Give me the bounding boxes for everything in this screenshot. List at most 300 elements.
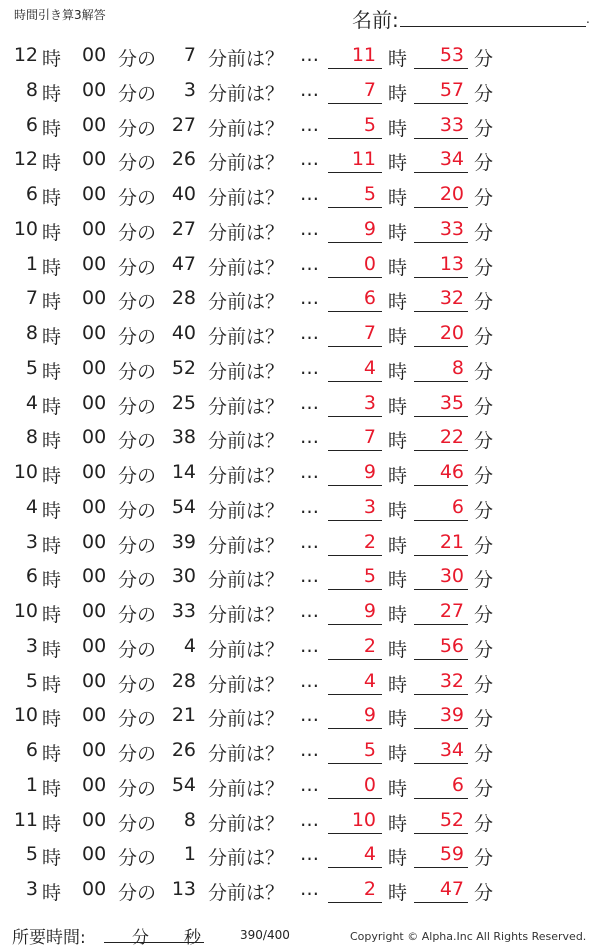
hour-unit-label: 時: [42, 256, 62, 279]
ellipsis: …: [300, 808, 319, 831]
zero-minutes: 00: [82, 148, 107, 171]
answer-minute[interactable]: 22: [439, 426, 464, 449]
answer-minute-line: [414, 277, 468, 278]
ellipsis: …: [300, 878, 319, 900]
answer-hour[interactable]: 4: [363, 356, 376, 379]
problem-hour: 11: [13, 808, 38, 831]
answer-minute[interactable]: 13: [439, 252, 464, 275]
answer-minute[interactable]: 34: [439, 148, 464, 171]
zero-minutes: 00: [82, 600, 107, 622]
hour-unit-label: 時: [42, 430, 62, 453]
answer-minute-line: [414, 311, 468, 312]
minutes-of-label: 分の: [118, 708, 157, 731]
problem-row: [0, 281, 600, 316]
answer-minute[interactable]: 59: [439, 843, 464, 866]
ellipsis: …: [300, 426, 319, 449]
ellipsis: …: [300, 461, 319, 483]
answer-minute-line: [414, 520, 468, 521]
answer-hour-unit-label: 時: [388, 465, 408, 487]
ellipsis: …: [300, 252, 319, 275]
problem-hour: 6: [25, 565, 38, 588]
answer-hour-unit-label: 時: [388, 569, 408, 592]
answer-minute[interactable]: 30: [439, 565, 464, 588]
minutes-before-label: 分前は？: [208, 569, 285, 592]
answer-minute-unit-label: 分: [474, 534, 494, 557]
answer-hour-line: [328, 68, 382, 69]
hour-unit-label: 時: [42, 708, 62, 731]
hour-unit-label: 時: [42, 221, 62, 244]
answer-minute-line: [414, 172, 468, 173]
hour-unit-label: 時: [42, 847, 62, 870]
ellipsis: …: [300, 773, 319, 796]
name-field-line[interactable]: [400, 26, 586, 27]
ellipsis: …: [300, 322, 319, 344]
minutes-of-label: 分の: [118, 291, 157, 314]
zero-minutes: 00: [82, 495, 107, 518]
ellipsis: …: [300, 44, 319, 66]
worksheet-title: 時間引き算3解答: [14, 8, 106, 22]
answer-hour[interactable]: 9: [363, 600, 376, 622]
answer-minute-unit-label: 分: [474, 187, 494, 209]
answer-hour-line: [328, 798, 382, 799]
answer-minute-line: [414, 659, 468, 660]
minutes-before-label: 分前は？: [208, 673, 285, 696]
answer-hour[interactable]: 4: [363, 669, 376, 692]
zero-minutes: 00: [82, 843, 107, 866]
answer-hour[interactable]: 9: [363, 461, 376, 483]
problem-hour: 3: [25, 878, 38, 900]
minutes-before-label: 分前は？: [208, 882, 285, 904]
answer-hour-unit-label: 時: [388, 256, 408, 279]
minutes-before-label: 分前は？: [208, 360, 285, 383]
problem-row: [0, 177, 600, 212]
minutes-of-label: 分の: [118, 326, 157, 348]
answer-hour[interactable]: 9: [363, 217, 376, 240]
zero-minutes: 00: [82, 739, 107, 761]
answer-minute[interactable]: 20: [439, 183, 464, 205]
zero-minutes: 00: [82, 287, 107, 310]
minutes-before-label: 分前は？: [208, 465, 285, 487]
zero-minutes: 00: [82, 183, 107, 205]
problem-row: [0, 872, 600, 907]
answer-hour-line: [328, 520, 382, 521]
answer-minute[interactable]: 46: [439, 461, 464, 483]
problem-hour: 5: [25, 356, 38, 379]
answer-hour-unit-label: 時: [388, 673, 408, 696]
problem-row: [0, 108, 600, 143]
problem-minus-minutes: 26: [171, 739, 196, 761]
minutes-of-label: 分の: [118, 569, 157, 592]
minutes-before-label: 分前は？: [208, 604, 285, 626]
ellipsis: …: [300, 148, 319, 171]
answer-hour-line: [328, 172, 382, 173]
minutes-before-label: 分前は？: [208, 812, 285, 835]
answer-minute-line: [414, 68, 468, 69]
answer-hour[interactable]: 3: [363, 391, 376, 414]
zero-minutes: 00: [82, 773, 107, 796]
zero-minutes: 00: [82, 217, 107, 240]
minutes-of-label: 分の: [118, 430, 157, 453]
problem-hour: 4: [25, 495, 38, 518]
answer-hour[interactable]: 3: [363, 495, 376, 518]
answer-hour-line: [328, 763, 382, 764]
minutes-before-label: 分前は？: [208, 221, 285, 244]
minutes-unit-label: 分: [132, 928, 149, 948]
answer-minute-line: [414, 867, 468, 868]
zero-minutes: 00: [82, 78, 107, 101]
minutes-of-label: 分の: [118, 882, 157, 904]
problem-row: [0, 837, 600, 872]
zero-minutes: 00: [82, 44, 107, 66]
answer-minute[interactable]: 56: [439, 634, 464, 657]
problem-minus-minutes: 54: [171, 495, 196, 518]
problem-minus-minutes: 52: [171, 356, 196, 379]
answer-minute-unit-label: 分: [474, 499, 494, 522]
answer-minute[interactable]: 57: [439, 78, 464, 101]
problem-hour: 8: [25, 322, 38, 344]
ellipsis: …: [300, 530, 319, 553]
answer-minute-unit-label: 分: [474, 569, 494, 592]
hour-unit-label: 時: [42, 882, 62, 904]
hour-unit-label: 時: [42, 187, 62, 209]
ellipsis: …: [300, 739, 319, 761]
problem-row: [0, 559, 600, 594]
minutes-of-label: 分の: [118, 117, 157, 140]
answer-hour[interactable]: 11: [351, 44, 376, 66]
ellipsis: …: [300, 704, 319, 727]
answer-minute-unit-label: 分: [474, 430, 494, 453]
minutes-of-label: 分の: [118, 638, 157, 661]
minutes-before-label: 分前は？: [208, 499, 285, 522]
minutes-of-label: 分の: [118, 48, 157, 70]
problem-minus-minutes: 1: [183, 843, 196, 866]
problem-hour: 12: [13, 148, 38, 171]
answer-hour-line: [328, 207, 382, 208]
problem-hour: 1: [25, 252, 38, 275]
answer-minute[interactable]: 8: [451, 356, 464, 379]
answer-hour-unit-label: 時: [388, 430, 408, 453]
problem-hour: 5: [25, 669, 38, 692]
problem-row: [0, 455, 600, 490]
minutes-before-label: 分前は？: [208, 708, 285, 731]
answer-minute-line: [414, 103, 468, 104]
answer-minute[interactable]: 53: [439, 44, 464, 66]
problem-hour: 3: [25, 634, 38, 657]
answer-hour-line: [328, 659, 382, 660]
answer-hour-line: [328, 346, 382, 347]
minutes-before-label: 分前は？: [208, 152, 285, 175]
problem-minus-minutes: 33: [171, 600, 196, 622]
answer-minute[interactable]: 39: [439, 704, 464, 727]
answer-minute[interactable]: 47: [439, 878, 464, 900]
answer-hour-unit-label: 時: [388, 847, 408, 870]
answer-hour[interactable]: 2: [363, 530, 376, 553]
answer-hour-unit-label: 時: [388, 777, 408, 800]
minutes-of-label: 分の: [118, 256, 157, 279]
ellipsis: …: [300, 183, 319, 205]
zero-minutes: 00: [82, 704, 107, 727]
answer-hour[interactable]: 0: [363, 773, 376, 796]
minutes-before-label: 分前は？: [208, 187, 285, 209]
answer-hour-unit-label: 時: [388, 534, 408, 557]
answer-minute-unit-label: 分: [474, 812, 494, 835]
problem-minus-minutes: 25: [171, 391, 196, 414]
answer-minute[interactable]: 33: [439, 113, 464, 136]
answer-minute-unit-label: 分: [474, 256, 494, 279]
problem-row: [0, 38, 600, 73]
problem-hour: 10: [13, 217, 38, 240]
answer-hour-unit-label: 時: [388, 360, 408, 383]
answer-minute-unit-label: 分: [474, 360, 494, 383]
answer-hour-line: [328, 833, 382, 834]
problem-row: [0, 698, 600, 733]
hour-unit-label: 時: [42, 673, 62, 696]
copyright: Copyright © Alpha.Inc All Rights Reserved.: [350, 930, 587, 943]
minutes-of-label: 分の: [118, 395, 157, 418]
minutes-of-label: 分の: [118, 360, 157, 383]
answer-minute[interactable]: 32: [439, 287, 464, 310]
answer-hour[interactable]: 0: [363, 252, 376, 275]
hour-unit-label: 時: [42, 638, 62, 661]
answer-minute-line: [414, 763, 468, 764]
answer-minute[interactable]: 52: [439, 808, 464, 831]
problem-list: [0, 38, 600, 907]
hour-unit-label: 時: [42, 465, 62, 487]
answer-minute-unit-label: 分: [474, 291, 494, 314]
answer-minute-line: [414, 555, 468, 556]
problem-hour: 4: [25, 391, 38, 414]
problem-row: [0, 490, 600, 525]
answer-minute-line: [414, 450, 468, 451]
answer-minute[interactable]: 27: [439, 600, 464, 622]
problem-hour: 10: [13, 461, 38, 483]
answer-minute-unit-label: 分: [474, 882, 494, 904]
answer-minute-line: [414, 207, 468, 208]
hour-unit-label: 時: [42, 117, 62, 140]
zero-minutes: 00: [82, 252, 107, 275]
problem-hour: 7: [25, 287, 38, 310]
answer-minute-line: [414, 728, 468, 729]
problem-row: [0, 803, 600, 838]
answer-minute[interactable]: 21: [439, 530, 464, 553]
zero-minutes: 00: [82, 322, 107, 344]
hour-unit-label: 時: [42, 569, 62, 592]
answer-minute-unit-label: 分: [474, 673, 494, 696]
zero-minutes: 00: [82, 113, 107, 136]
answer-hour-unit-label: 時: [388, 117, 408, 140]
problem-minus-minutes: 47: [171, 252, 196, 275]
problem-row: [0, 420, 600, 455]
problem-minus-minutes: 8: [183, 808, 196, 831]
ellipsis: …: [300, 634, 319, 657]
problem-row: [0, 594, 600, 629]
minutes-before-label: 分前は？: [208, 395, 285, 418]
answer-hour-line: [328, 103, 382, 104]
answer-hour-unit-label: 時: [388, 48, 408, 70]
minutes-before-label: 分前は？: [208, 326, 285, 348]
answer-hour[interactable]: 7: [363, 78, 376, 101]
zero-minutes: 00: [82, 391, 107, 414]
score: 390/400: [240, 928, 290, 942]
answer-hour[interactable]: 5: [363, 565, 376, 588]
name-end-mark: .: [586, 12, 590, 26]
answer-hour-line: [328, 694, 382, 695]
answer-hour[interactable]: 6: [363, 287, 376, 310]
problem-hour: 1: [25, 773, 38, 796]
problem-hour: 3: [25, 530, 38, 553]
zero-minutes: 00: [82, 461, 107, 483]
minutes-before-label: 分前は？: [208, 48, 285, 70]
minutes-of-label: 分の: [118, 221, 157, 244]
problem-hour: 8: [25, 426, 38, 449]
minutes-of-label: 分の: [118, 499, 157, 522]
answer-hour[interactable]: 10: [351, 808, 376, 831]
minutes-before-label: 分前は？: [208, 430, 285, 453]
ellipsis: …: [300, 356, 319, 379]
answer-minute[interactable]: 34: [439, 739, 464, 761]
zero-minutes: 00: [82, 356, 107, 379]
problem-minus-minutes: 3: [183, 78, 196, 101]
problem-row: [0, 247, 600, 282]
hour-unit-label: 時: [42, 82, 62, 105]
problem-minus-minutes: 27: [171, 217, 196, 240]
answer-minute-unit-label: 分: [474, 221, 494, 244]
answer-minute-unit-label: 分: [474, 604, 494, 626]
answer-hour[interactable]: 5: [363, 183, 376, 205]
problem-hour: 12: [13, 44, 38, 66]
answer-minute-line: [414, 485, 468, 486]
answer-minute[interactable]: 35: [439, 391, 464, 414]
answer-hour[interactable]: 4: [363, 843, 376, 866]
minutes-of-label: 分の: [118, 812, 157, 835]
problem-minus-minutes: 21: [171, 704, 196, 727]
answer-minute[interactable]: 32: [439, 669, 464, 692]
hour-unit-label: 時: [42, 291, 62, 314]
answer-minute-unit-label: 分: [474, 777, 494, 800]
hour-unit-label: 時: [42, 326, 62, 348]
answer-minute-unit-label: 分: [474, 743, 494, 765]
answer-minute-line: [414, 242, 468, 243]
zero-minutes: 00: [82, 530, 107, 553]
problem-row: [0, 768, 600, 803]
minutes-of-label: 分の: [118, 604, 157, 626]
answer-minute-line: [414, 798, 468, 799]
answer-hour-line: [328, 381, 382, 382]
answer-minute[interactable]: 6: [451, 773, 464, 796]
problem-minus-minutes: 7: [183, 44, 196, 66]
minutes-before-label: 分前は？: [208, 638, 285, 661]
answer-hour-unit-label: 時: [388, 82, 408, 105]
answer-hour[interactable]: 7: [363, 426, 376, 449]
hour-unit-label: 時: [42, 812, 62, 835]
answer-hour-unit-label: 時: [388, 221, 408, 244]
answer-minute-line: [414, 694, 468, 695]
minutes-before-label: 分前は？: [208, 291, 285, 314]
hour-unit-label: 時: [42, 604, 62, 626]
problem-minus-minutes: 40: [171, 322, 196, 344]
answer-minute-unit-label: 分: [474, 395, 494, 418]
answer-hour-line: [328, 624, 382, 625]
answer-hour-unit-label: 時: [388, 152, 408, 175]
problem-row: [0, 73, 600, 108]
problem-row: [0, 212, 600, 247]
answer-hour[interactable]: 2: [363, 634, 376, 657]
minutes-of-label: 分の: [118, 777, 157, 800]
minutes-of-label: 分の: [118, 82, 157, 105]
minutes-before-label: 分前は？: [208, 847, 285, 870]
problem-hour: 6: [25, 739, 38, 761]
answer-hour-unit-label: 時: [388, 743, 408, 765]
answer-minute-unit-label: 分: [474, 847, 494, 870]
answer-minute-unit-label: 分: [474, 152, 494, 175]
hour-unit-label: 時: [42, 395, 62, 418]
problem-row: [0, 733, 600, 768]
answer-hour-line: [328, 277, 382, 278]
answer-minute[interactable]: 33: [439, 217, 464, 240]
minutes-before-label: 分前は？: [208, 743, 285, 765]
problem-row: [0, 664, 600, 699]
answer-hour[interactable]: 5: [363, 739, 376, 761]
answer-minute-line: [414, 589, 468, 590]
answer-hour[interactable]: 9: [363, 704, 376, 727]
problem-minus-minutes: 39: [171, 530, 196, 553]
answer-hour-unit-label: 時: [388, 708, 408, 731]
answer-minute[interactable]: 6: [451, 495, 464, 518]
problem-hour: 8: [25, 78, 38, 101]
hour-unit-label: 時: [42, 743, 62, 765]
problem-row: [0, 316, 600, 351]
answer-hour-line: [328, 555, 382, 556]
answer-minute-line: [414, 833, 468, 834]
problem-hour: 6: [25, 113, 38, 136]
answer-hour-line: [328, 728, 382, 729]
hour-unit-label: 時: [42, 360, 62, 383]
problem-minus-minutes: 38: [171, 426, 196, 449]
answer-hour-line: [328, 311, 382, 312]
name-label: 名前:: [352, 8, 399, 32]
zero-minutes: 00: [82, 426, 107, 449]
answer-hour[interactable]: 11: [351, 148, 376, 171]
answer-minute-unit-label: 分: [474, 117, 494, 140]
minutes-of-label: 分の: [118, 465, 157, 487]
hour-unit-label: 時: [42, 777, 62, 800]
hour-unit-label: 時: [42, 152, 62, 175]
problem-minus-minutes: 40: [171, 183, 196, 205]
ellipsis: …: [300, 391, 319, 414]
problem-minus-minutes: 4: [183, 634, 196, 657]
minutes-of-label: 分の: [118, 187, 157, 209]
problem-minus-minutes: 13: [171, 878, 196, 900]
answer-minute-unit-label: 分: [474, 465, 494, 487]
ellipsis: …: [300, 113, 319, 136]
time-required-label: 所要時間:: [12, 928, 86, 948]
answer-hour[interactable]: 5: [363, 113, 376, 136]
problem-hour: 5: [25, 843, 38, 866]
answer-minute-unit-label: 分: [474, 82, 494, 105]
answer-hour[interactable]: 2: [363, 878, 376, 900]
answer-minute-unit-label: 分: [474, 48, 494, 70]
answer-hour-unit-label: 時: [388, 291, 408, 314]
answer-minute-line: [414, 381, 468, 382]
minutes-of-label: 分の: [118, 673, 157, 696]
problem-minus-minutes: 28: [171, 669, 196, 692]
ellipsis: …: [300, 217, 319, 240]
answer-minute[interactable]: 20: [439, 322, 464, 344]
answer-hour-unit-label: 時: [388, 604, 408, 626]
zero-minutes: 00: [82, 808, 107, 831]
problem-row: [0, 386, 600, 421]
answer-hour[interactable]: 7: [363, 322, 376, 344]
